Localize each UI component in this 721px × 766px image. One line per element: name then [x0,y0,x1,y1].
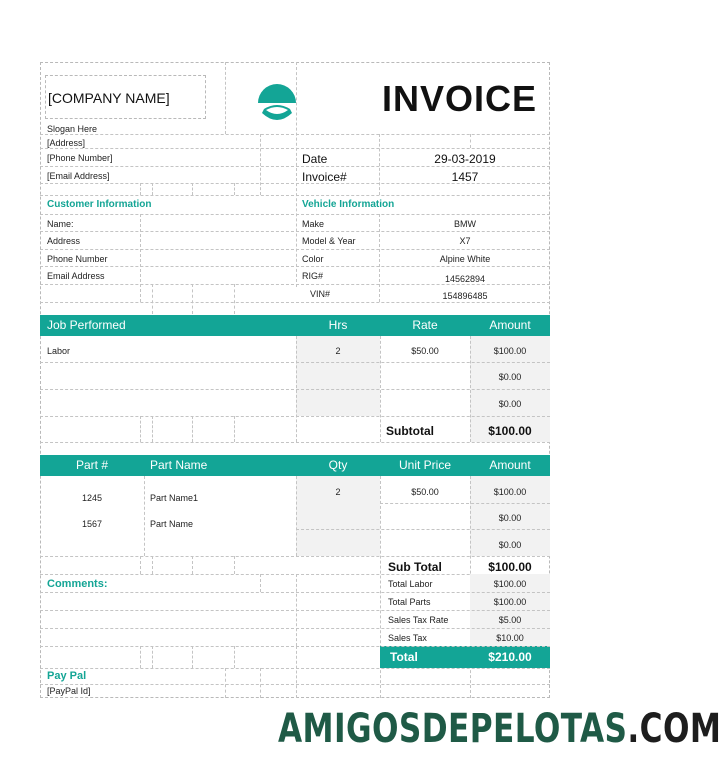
watermark-tld: .COM [627,706,721,752]
vehicle-info-heading: Vehicle Information [302,199,395,210]
vehicle-vin-label: VIN# [310,289,331,299]
grid-line [40,195,550,196]
grid-line [40,646,550,647]
phone-number: [Phone Number] [47,153,113,163]
grid-line [40,389,550,390]
parts-subtotal-label: Sub Total [388,560,442,574]
grid-line [225,668,226,698]
part-row-1-amount: $100.00 [493,487,527,497]
grid-line [470,336,471,442]
customer-info-heading: Customer Information [47,199,152,210]
jobs-header-hrs: Hrs [328,318,348,332]
grid-line [234,416,235,442]
grid-line [296,336,297,442]
grid-line [40,556,550,557]
grid-line [140,183,141,195]
grid-line [234,284,235,314]
grid-line [140,646,141,668]
total-labor-value: $100.00 [493,579,527,589]
grid-line [40,362,550,363]
invoice-sheet [40,62,550,698]
parts-header-part-no: Part # [75,458,108,472]
grid-line [380,503,550,504]
grid-line [152,556,153,574]
parts-header-amount: Amount [489,458,531,472]
part-row-1-unit-price: $50.00 [411,487,439,497]
grid-line [40,231,550,232]
grid-line [152,284,153,314]
grid-line [40,442,550,443]
grid-line [296,574,297,646]
grid-line [40,249,550,250]
grid-line [296,476,297,556]
grid-line [40,183,550,184]
grid-line [234,556,235,574]
customer-name-label: Name: [47,219,74,229]
grid-line [192,284,193,314]
grid-line [192,646,193,668]
vehicle-rig-value: 14562894 [444,274,486,284]
date-value: 29-03-2019 [434,152,496,166]
sales-tax-rate-value: $5.00 [498,615,522,625]
jobs-subtotal-label: Subtotal [386,424,434,438]
part-row-1-number: 1245 [81,493,103,503]
part-row-3-amount: $0.00 [498,540,522,550]
parts-header-unit-price: Unit Price [398,458,451,472]
email-address: [Email Address] [47,171,110,181]
grid-line [140,416,141,442]
job-row-1-amount: $100.00 [493,346,527,356]
grid-line [40,592,550,593]
part-row-2-number: 1567 [81,519,103,529]
grid-line [40,610,550,611]
company-name: [COMPANY NAME] [48,90,170,106]
grid-line [192,556,193,574]
grid-line [260,134,261,195]
total-labor-label: Total Labor [388,579,433,589]
jobs-header-rate: Rate [412,318,438,332]
grid-line [152,646,153,668]
grid-line [470,134,471,148]
sales-tax-label: Sales Tax [388,633,427,643]
jobs-header-band [40,315,550,336]
grand-total-value: $210.00 [488,650,532,664]
grid-line [40,266,550,267]
grid-line [40,416,550,417]
grand-total-band [380,646,550,668]
site-watermark [278,706,721,752]
total-parts-value: $100.00 [493,597,527,607]
grand-total-label: Total [390,650,418,664]
part-row-2-name: Part Name [150,519,194,529]
jobs-subtotal-value: $100.00 [488,424,532,438]
total-parts-label: Total Parts [388,597,431,607]
job-row-1-rate: $50.00 [411,346,439,356]
parts-header-part-name: Part Name [150,458,208,472]
paypal-heading: Pay Pal [47,670,87,682]
jobs-header-job: Job Performed [47,318,126,332]
grid-line [296,529,550,530]
vehicle-color-label: Color [302,254,324,264]
grid-line [192,416,193,442]
invoice-number-value: 1457 [451,170,479,184]
invoice-title: INVOICE [382,78,538,119]
invoice-number-label: Invoice# [302,170,347,184]
grid-line [296,646,297,698]
comments-heading: Comments: [47,578,108,590]
grid-line [296,62,297,287]
part-row-1-name: Part Name1 [150,493,199,503]
part-row-1-qty: 2 [335,487,341,497]
grid-line [40,134,550,135]
parts-header-band [40,455,550,476]
watermark-domain: AMIGOSDEPELOTAS [278,706,628,752]
job-row-1-hrs: 2 [335,346,341,356]
grid-line [140,214,141,302]
job-row-3-amount: $0.00 [498,399,522,409]
grid-line [40,302,550,303]
grid-line [144,476,145,556]
grid-line [152,416,153,442]
vehicle-model-value: X7 [459,236,471,246]
vehicle-vin-value: 154896485 [442,291,488,301]
customer-email-label: Email Address [47,271,105,281]
teal-circle-logo-icon [256,83,298,123]
grid-line [152,183,153,195]
vehicle-rig-label: RIG# [302,271,324,281]
paypal-id: [PayPal Id] [47,686,91,696]
slogan: Slogan Here [47,124,98,134]
parts-header-qty: Qty [328,458,348,472]
grid-line [234,183,235,195]
grid-line [234,646,235,668]
grid-line [40,284,550,285]
parts-subtotal-value: $100.00 [488,560,532,574]
grid-line [225,62,226,134]
customer-phone-label: Phone Number [47,254,108,264]
customer-address-label: Address [47,236,81,246]
date-label: Date [302,152,328,166]
grid-line [380,336,381,442]
vehicle-model-label: Model & Year [302,236,356,246]
vehicle-make-value: BMW [454,219,476,229]
grid-line [40,148,550,149]
job-row-1-job: Labor [47,346,71,356]
grid-line [40,628,550,629]
vehicle-make-label: Make [302,219,325,229]
sales-tax-value: $10.00 [496,633,524,643]
grid-line [379,214,380,302]
grid-line [260,574,261,592]
sales-tax-rate-label: Sales Tax Rate [388,615,449,625]
grid-line [192,183,193,195]
grid-line [40,668,550,669]
grid-line [40,214,550,215]
grid-line [379,134,380,195]
vehicle-color-value: Alpine White [439,254,491,264]
grid-line [140,556,141,574]
grid-line [40,684,550,685]
job-row-2-amount: $0.00 [498,372,522,382]
jobs-header-amount: Amount [489,318,531,332]
address: [Address] [47,138,86,148]
grid-line [40,166,550,167]
grid-line [260,668,261,698]
part-row-2-amount: $0.00 [498,513,522,523]
